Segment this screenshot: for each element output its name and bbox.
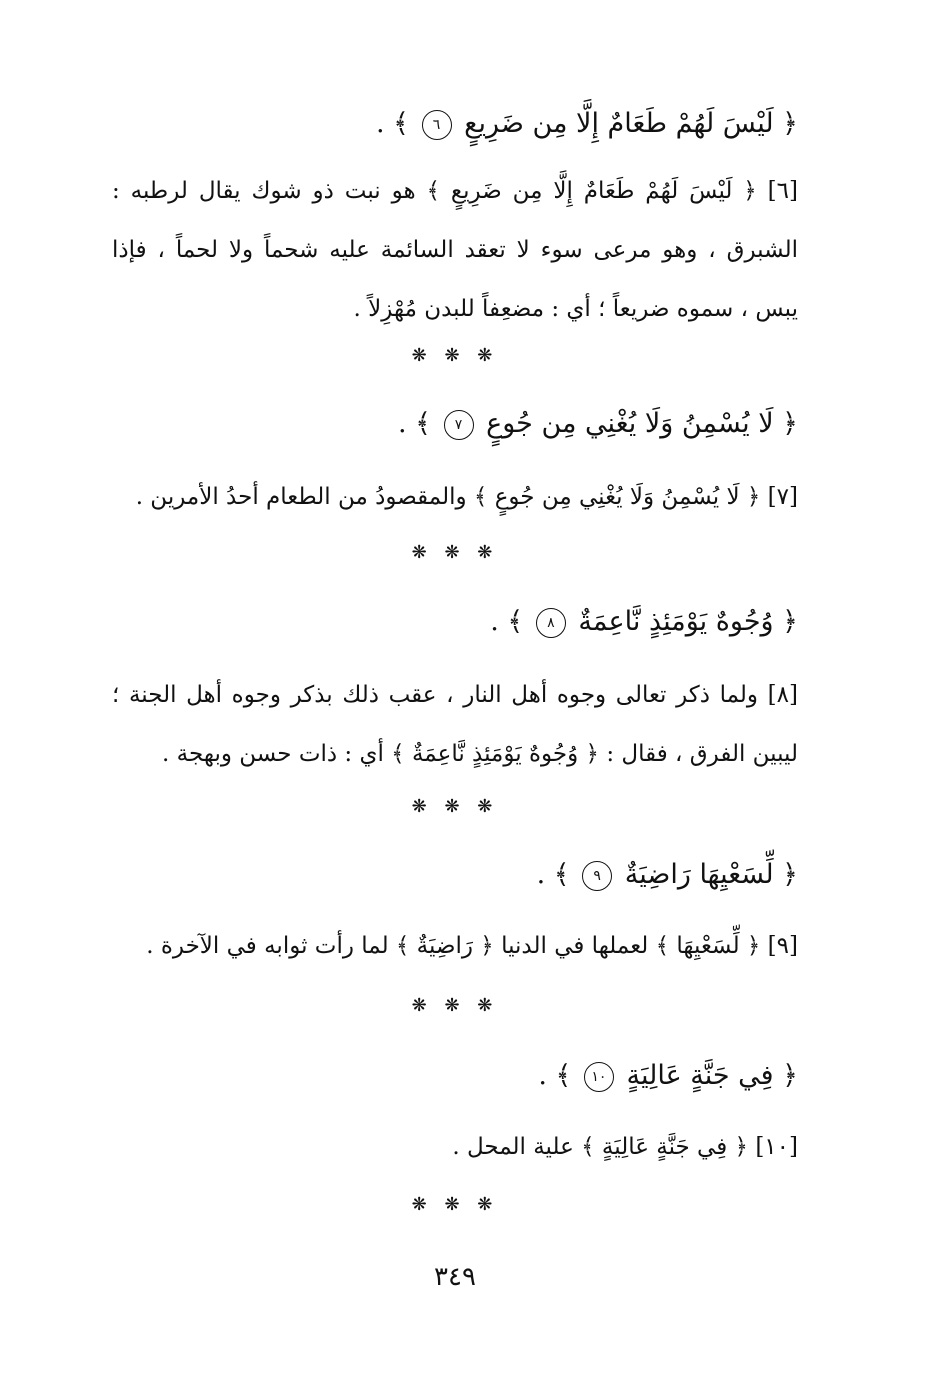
verse-text: ﴿ وُجُوهٌ يَوْمَئِذٍ نَّاعِمَةٌ [578, 606, 798, 637]
commentary-6: [٦] ﴿ لَيْسَ لَهُمْ طَعَامٌ إِلَّا مِن ضَرِيعٍ ﴾ هو نبت ذو شوك يقال لرطبه : الشبرق ، وهو مرعى سوء لا تعقد السائمة عليه شحماً ولا لحماً ، فإذا يبس ، سموه ضريعاً ؛ أي : مضعِفاً للبدن مُهْزِلاً . [112, 178, 798, 322]
verse-number-marker: ٩ [582, 861, 612, 891]
section-separator: ❋ ❋ ❋ [411, 796, 499, 817]
verse-8 [112, 602, 798, 642]
commentary-10: [١٠] ﴿ فِي جَنَّةٍ عَالِيَةٍ ﴾ علية المحل . [452, 1134, 798, 1160]
section-separator: ❋ ❋ ❋ [411, 1194, 499, 1215]
commentary-9: [٩] ﴿ لِّسَعْيِهَا ﴾ لعملها في الدنيا ﴿ رَاضِيَةٌ ﴾ لما رأت ثوابه في الآخرة . [146, 933, 798, 959]
commentary-8: [٨] ولما ذكر تعالى وجوه أهل النار ، عقب ذلك بذكر وجوه أهل الجنة ؛ ليبين الفرق ، فقال : ﴿ وُجُوهٌ يَوْمَئِذٍ نَّاعِمَةٌ ﴾ أي : ذات حسن وبهجة . [112, 682, 798, 767]
verse-closing: ﴾ . [397, 408, 431, 439]
verse-closing: ﴾ . [375, 108, 409, 139]
verse-number-marker: ١٠ [584, 1062, 614, 1092]
verse-number-marker: ٨ [536, 608, 566, 638]
verse-closing: ﴾ . [538, 1060, 572, 1091]
verse-text: ﴿ فِي جَنَّةٍ عَالِيَةٍ [626, 1060, 798, 1091]
verse-number-marker: ٧ [444, 410, 474, 440]
verse-number-marker: ٦ [422, 110, 452, 140]
verse-7 [112, 404, 798, 444]
commentary-7: [٧] ﴿ لَا يُسْمِنُ وَلَا يُغْنِي مِن جُوعٍ ﴾ والمقصودُ من الطعام أحدُ الأمرين . [135, 484, 798, 510]
verse-9 [112, 855, 798, 895]
verse-6 [112, 104, 798, 144]
verse-closing: ﴾ . [536, 859, 570, 890]
page-number: ٣٤٩ [434, 1262, 476, 1292]
book-page [112, 0, 798, 1378]
section-separator: ❋ ❋ ❋ [411, 542, 499, 563]
verse-closing: ﴾ . [490, 606, 524, 637]
section-separator: ❋ ❋ ❋ [411, 345, 499, 366]
verse-text: ﴿ لِّسَعْيِهَا رَاضِيَةٌ [624, 859, 798, 890]
section-separator: ❋ ❋ ❋ [411, 995, 499, 1016]
verse-text: ﴿ لَيْسَ لَهُمْ طَعَامٌ إِلَّا مِن ضَرِيعٍ [464, 108, 798, 139]
verse-10 [112, 1056, 798, 1096]
verse-text: ﴿ لَا يُسْمِنُ وَلَا يُغْنِي مِن جُوعٍ [486, 408, 798, 439]
